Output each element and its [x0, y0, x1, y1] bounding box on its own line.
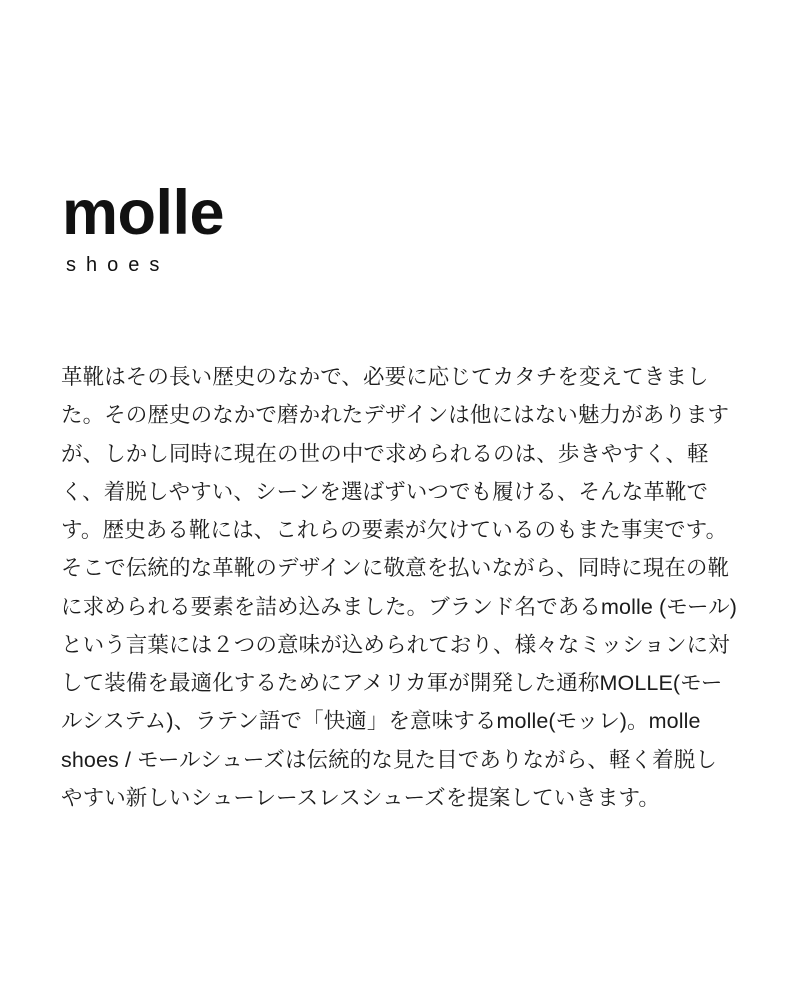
- brand-logo: [62, 178, 462, 276]
- brand-name: molle: [62, 178, 225, 248]
- brand-subtitle: shoes: [66, 254, 170, 276]
- brand-description-paragraph: 革靴はその長い歴史のなかで、必要に応じてカタチを変えてきました。その歴史のなかで磨かれたデザインは他にはない魅力がありますが、しかし同時に現在の世の中で求められるのは、歩きやすく、軽く、着脱しやすい、シーンを選ばずいつでも履ける、そんな革靴です。歴史ある靴には、これらの要素が欠けているのもまた事実です。そこで伝統的な革靴のデザインに敬意を払いながら、同時に現在の靴に求められる要素を詰め込みました。ブランド名であるmolle (モール)という言葉には２つの意味が込められており、様々なミッションに対して装備を最適化するためにアメリカ軍が開発した通称MOLLE(モールシステム)、ラテン語で「快適」を意味するmolle(モッレ)。molle shoes / モールシューズは伝統的な見た目でありながら、軽く着脱しやすい新しいシューレースレスシューズを提案していきます。: [61, 365, 737, 810]
